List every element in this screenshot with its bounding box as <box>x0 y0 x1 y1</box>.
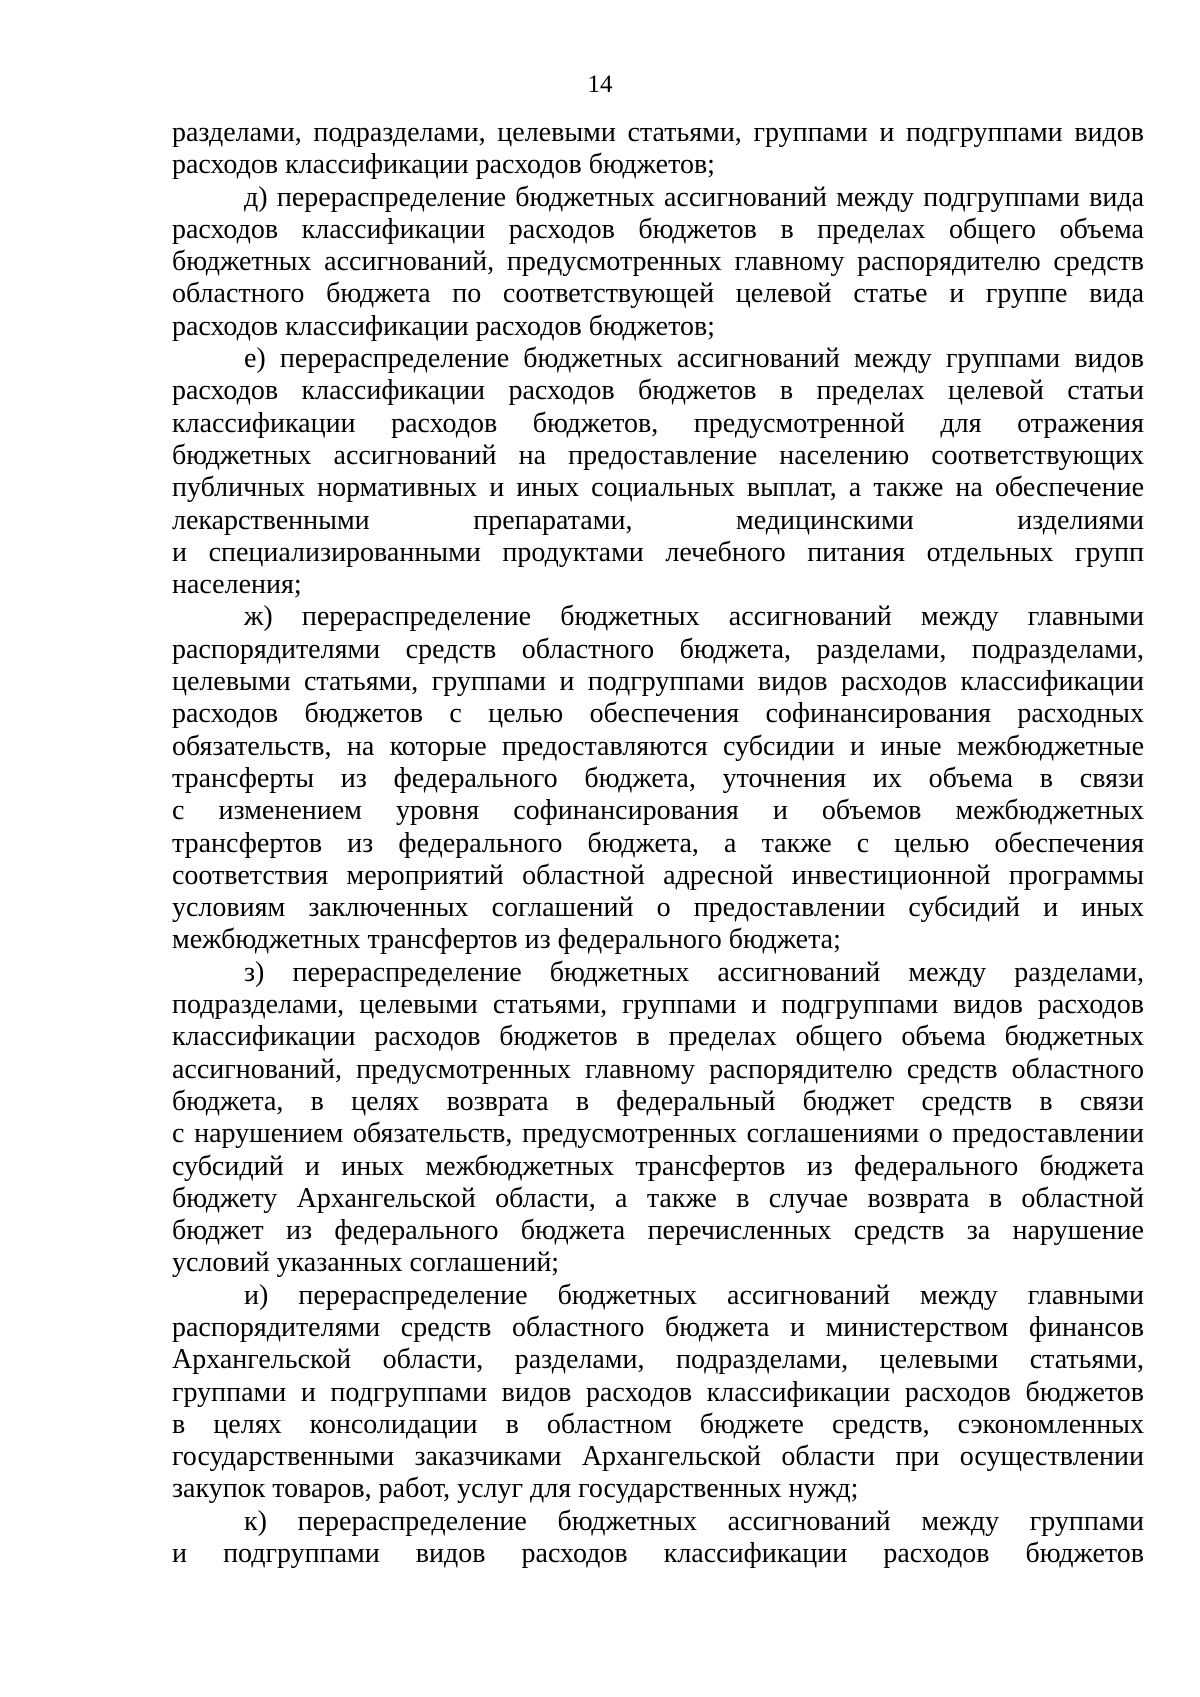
text-line: межбюджетных трансфертов из федерального бюджета; <box>172 924 841 956</box>
text-line: бюджету Архангельской области, а также в случае возврата в областной <box>172 1182 1144 1214</box>
text-line: бюджетных ассигнований на предоставление населению соответствующих <box>172 439 1144 471</box>
text-line: в целях консолидации в областном бюджете средств, сэкономленных <box>172 1408 1144 1440</box>
text-line: и специализированными продуктами лечебного питания отдельных групп <box>172 536 1144 568</box>
text-line: распорядителями средств областного бюджета, разделами, подразделами, <box>172 633 1144 665</box>
text-line: трансферты из федерального бюджета, уточнения их объема в связи <box>172 762 1144 794</box>
text-line: трансфертов из федерального бюджета, а также с целью обеспечения <box>172 827 1144 859</box>
text-line: условиям заключенных соглашений о предоставлении субсидий и иных <box>172 892 1144 924</box>
text-line: классификации расходов бюджетов, предусмотренной для отражения <box>172 407 1144 439</box>
text-line: соответствия мероприятий областной адресной инвестиционной программы <box>172 859 1144 891</box>
document-body <box>172 117 1144 1570</box>
list-item-e-start: е) перераспределение бюджетных ассигнований между группами видов <box>244 343 1144 375</box>
text-line: и подгруппами видов расходов классификации расходов бюджетов <box>172 1538 1144 1570</box>
list-item-z-start: з) перераспределение бюджетных ассигнований между разделами, <box>244 956 1144 988</box>
text-line: распорядителями средств областного бюджета и министерством финансов <box>172 1311 1144 1343</box>
list-item-d-start: д) перераспределение бюджетных ассигнований между подгруппами вида <box>244 181 1144 213</box>
text-line: ассигнований, предусмотренных главному распорядителю средств областного <box>172 1053 1144 1085</box>
text-line: закупок товаров, работ, услуг для государственных нужд; <box>172 1473 859 1505</box>
text-line: публичных нормативных и иных социальных выплат, а также на обеспечение <box>172 472 1144 504</box>
text-line: расходов классификации расходов бюджетов в пределах целевой статьи <box>172 375 1144 407</box>
text-line: разделами, подразделами, целевыми статьями, группами и подгруппами видов <box>172 117 1144 148</box>
text-line: населения; <box>172 569 302 601</box>
text-line: целевыми статьями, группами и подгруппами видов расходов классификации <box>172 666 1144 698</box>
text-line: бюджета, в целях возврата в федеральный бюджет средств в связи <box>172 1085 1144 1117</box>
text-line: областного бюджета по соответствующей целевой статье и группе вида <box>172 278 1144 310</box>
text-line: условий указанных соглашений; <box>172 1247 560 1279</box>
text-line: лекарственными препаратами, медицинскими изделиями <box>172 504 1144 536</box>
text-line: расходов классификации расходов бюджетов; <box>172 149 715 181</box>
text-line: Архангельской области, разделами, подразделами, целевыми статьями, <box>172 1344 1144 1376</box>
text-line: классификации расходов бюджетов в пределах общего объема бюджетных <box>172 1021 1144 1053</box>
text-line: расходов классификации расходов бюджетов в пределах общего объема <box>172 213 1144 245</box>
text-line: обязательств, на которые предоставляются субсидии и иные межбюджетные <box>172 730 1144 762</box>
text-line: с изменением уровня софинансирования и объемов межбюджетных <box>172 795 1144 827</box>
list-item-k-start: к) перераспределение бюджетных ассигнований между группами <box>244 1505 1144 1537</box>
list-item-i-start: и) перераспределение бюджетных ассигнований между главными <box>244 1279 1144 1311</box>
text-line: расходов бюджетов с целью обеспечения софинансирования расходных <box>172 698 1144 730</box>
page-number: 14 <box>587 71 613 98</box>
text-line: бюджетных ассигнований, предусмотренных главному распорядителю средств <box>172 246 1144 278</box>
text-line: государственными заказчиками Архангельской области при осуществлении <box>172 1441 1144 1473</box>
text-line: расходов классификации расходов бюджетов; <box>172 310 715 342</box>
text-line: группами и подгруппами видов расходов классификации расходов бюджетов <box>172 1376 1144 1408</box>
text-line: субсидий и иных межбюджетных трансфертов из федерального бюджета <box>172 1150 1144 1182</box>
text-line: подразделами, целевыми статьями, группами и подгруппами видов расходов <box>172 989 1144 1021</box>
text-line: с нарушением обязательств, предусмотренных соглашениями о предоставлении <box>172 1118 1144 1150</box>
text-line: бюджет из федерального бюджета перечисленных средств за нарушение <box>172 1215 1144 1247</box>
list-item-zh-start: ж) перераспределение бюджетных ассигнований между главными <box>244 601 1144 633</box>
